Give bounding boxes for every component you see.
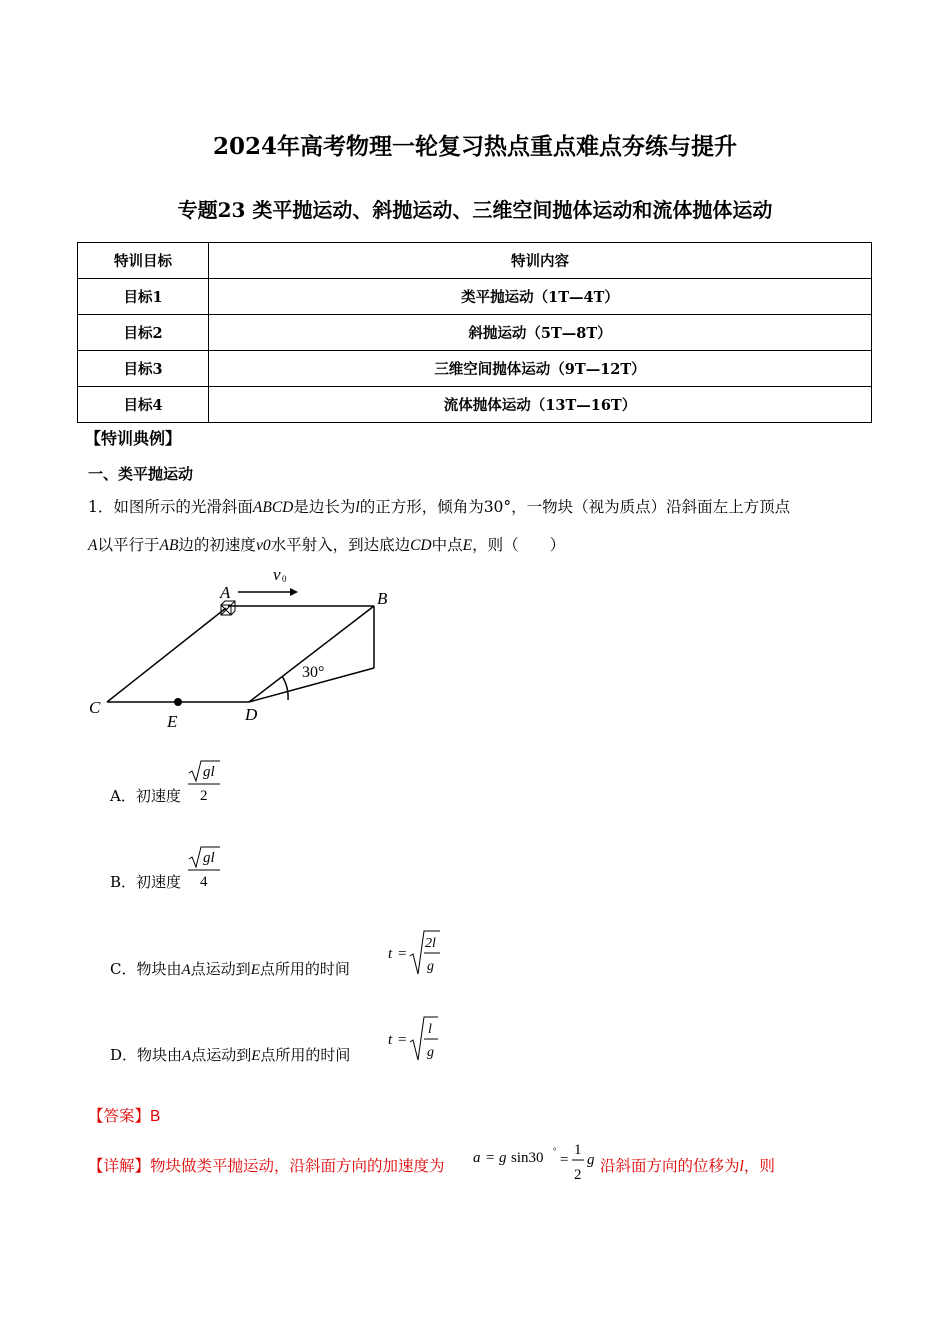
label-D: D: [245, 705, 258, 724]
page-title: 2024年高考物理一轮复习热点重点难点夯练与提升: [212, 133, 737, 160]
incline-figure: [80, 560, 410, 740]
math-symbol: E: [251, 1048, 261, 1064]
question-text: 中点: [431, 536, 463, 554]
formula-degree: °: [553, 1146, 557, 1156]
option-text: 点运动到: [190, 960, 251, 978]
label-v: v: [273, 565, 281, 584]
section-heading: 【特训典例】: [85, 429, 182, 448]
answer-line: [88, 1104, 160, 1126]
formula-numerator: gl: [203, 764, 215, 780]
table-header-row: [78, 243, 872, 279]
question-text: 是边长为: [293, 498, 356, 516]
answer-value: B: [150, 1108, 161, 1125]
option-d[interactable]: [110, 1044, 350, 1065]
formula-eq: =: [398, 946, 407, 962]
math-symbol: ABCD: [252, 499, 294, 516]
formula-numerator: gl: [203, 850, 215, 866]
block-icon: [221, 601, 235, 615]
table-row: [78, 387, 872, 423]
edge-AC: [107, 608, 226, 702]
option-text: 物块由: [136, 960, 182, 978]
question-line-1: [88, 496, 790, 519]
detail-line-tail: [600, 1154, 775, 1176]
question-number: 1．: [88, 498, 114, 516]
question-text: 水平射入，到达底边: [270, 536, 411, 554]
table-cell: 类平抛运动（1T—4T）: [209, 279, 872, 315]
math-symbol: E: [250, 962, 260, 978]
formula-eq: =: [560, 1152, 569, 1168]
question-text: 边的初速度: [178, 536, 256, 554]
label-E: E: [167, 712, 178, 731]
formula-eq: =: [398, 1032, 407, 1048]
option-text: 初速度: [135, 787, 181, 805]
formula-a: a: [473, 1150, 481, 1166]
question-line-2: [88, 534, 565, 557]
formula-denominator: 2: [574, 1167, 582, 1183]
formula-numerator: 2l: [425, 936, 436, 951]
label-C: C: [89, 698, 101, 717]
detail-label: 【详解】: [88, 1157, 151, 1175]
formula-denominator: 2: [200, 788, 208, 804]
math-symbol: l: [355, 499, 360, 516]
label-angle: 30°: [302, 664, 325, 681]
table-row: [78, 351, 872, 387]
formula-g: g: [587, 1152, 595, 1168]
math-symbol: v0: [255, 537, 271, 554]
answer-label: 【答案】: [88, 1107, 151, 1125]
table-cell: 目标2: [78, 315, 209, 351]
option-text: 点运动到: [191, 1046, 252, 1064]
math-symbol: A: [181, 962, 191, 978]
formula-t: t: [388, 1032, 393, 1048]
formula-numerator: l: [428, 1022, 432, 1037]
formula-t: t: [388, 946, 393, 962]
math-symbol: A: [88, 537, 98, 554]
question-text: 以平行于: [97, 536, 160, 554]
formula-eq: =: [486, 1150, 495, 1166]
detail-formula: [470, 1140, 600, 1184]
table-cell: 目标4: [78, 387, 209, 423]
option-label: D．: [110, 1046, 138, 1064]
training-goals-table: [77, 242, 872, 423]
table-cell: 流体抛体运动（13T—16T）: [209, 387, 872, 423]
table-cell: 三维空间抛体运动（9T—12T）: [209, 351, 872, 387]
option-label: B．: [110, 873, 137, 891]
math-symbol: CD: [410, 537, 432, 554]
math-symbol: A: [182, 1048, 192, 1064]
formula-sin30: sin30: [511, 1150, 544, 1166]
label-B: B: [377, 589, 388, 608]
formula-g: g: [499, 1150, 507, 1166]
math-symbol: l: [739, 1158, 744, 1175]
table-row: [78, 315, 872, 351]
table-header-cell: 特训目标: [78, 243, 209, 279]
detail-line: [88, 1154, 445, 1176]
option-text: 点所用的时间: [259, 960, 350, 978]
question-text: 的正方形，倾角为30°，一物块（视为质点）沿斜面左上方顶点: [359, 498, 791, 516]
option-b-formula: [186, 843, 226, 891]
option-c[interactable]: [110, 958, 350, 979]
angle-arc: [282, 676, 288, 700]
section-title: 一、类平抛运动: [88, 465, 194, 483]
point-E-dot: [174, 698, 182, 706]
table-header-cell: 特训内容: [209, 243, 872, 279]
option-b[interactable]: [110, 871, 181, 892]
table-cell: 斜抛运动（5T—8T）: [209, 315, 872, 351]
option-c-formula: [386, 928, 446, 978]
question-text: 如图所示的光滑斜面: [113, 498, 253, 516]
option-text: 点所用的时间: [260, 1046, 351, 1064]
option-text: 物块由: [137, 1046, 183, 1064]
option-a[interactable]: [110, 785, 181, 806]
option-a-formula: [186, 757, 226, 805]
table-row: [78, 279, 872, 315]
formula-denominator: 4: [200, 874, 208, 890]
detail-text: 物块做类平抛运动，沿斜面方向的加速度为: [150, 1157, 445, 1175]
velocity-arrowhead: [290, 588, 298, 596]
detail-text: 沿斜面方向的位移为: [600, 1157, 740, 1175]
edge-BD: [249, 606, 374, 702]
label-v-subscript: 0: [282, 574, 287, 584]
table-cell: 目标3: [78, 351, 209, 387]
question-text: ，则（ ）: [472, 536, 566, 554]
detail-text: ，则: [743, 1157, 775, 1175]
table-cell: 目标1: [78, 279, 209, 315]
math-symbol: AB: [159, 537, 179, 554]
math-symbol: E: [462, 537, 473, 554]
option-d-formula: [386, 1014, 446, 1064]
formula-denominator: g: [427, 959, 434, 974]
formula-numerator: 1: [574, 1142, 582, 1158]
option-label: C．: [110, 960, 137, 978]
label-A: A: [220, 583, 231, 602]
page-subtitle: 专题23 类平抛运动、斜抛运动、三维空间抛体运动和流体抛体运动: [177, 198, 773, 222]
formula-denominator: g: [427, 1045, 434, 1060]
option-label: A．: [110, 787, 136, 805]
option-text: 初速度: [136, 873, 182, 891]
